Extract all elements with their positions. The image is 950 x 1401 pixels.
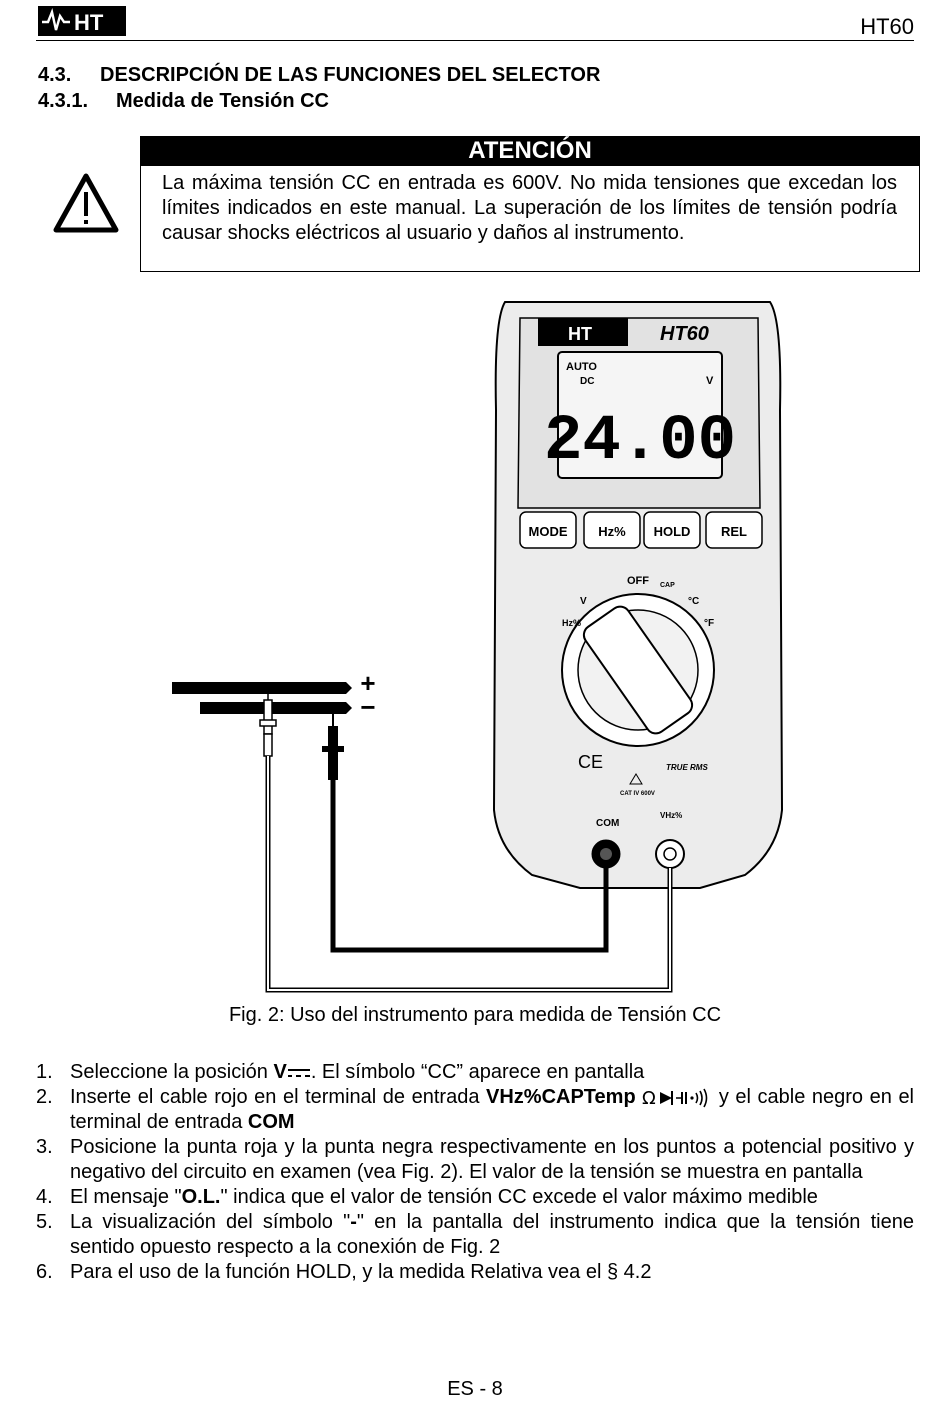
vhz-label: VHz%: [660, 811, 683, 820]
com-label: COM: [596, 818, 620, 829]
button-hz: Hz%: [598, 524, 626, 539]
list-item: 1. Seleccione la posición V . El símbolo “CC” aparece en pantalla: [36, 1061, 645, 1083]
negative-bus: [200, 702, 352, 714]
meter-model: HT60: [660, 323, 709, 345]
section-number: 4.3.: [38, 64, 72, 86]
ohm-diode-continuity-icon: [642, 1087, 712, 1109]
procedure-list: [36, 1060, 914, 1285]
warning-triangle-icon: [52, 172, 120, 234]
positive-bus: [172, 682, 352, 694]
figure-caption: Fig. 2: Uso del instrumento para medida de Tensión CC: [228, 1004, 722, 1026]
list-item: 4. El mensaje "O.L." indica que el valor de tensión CC excede el valor máximo medible: [36, 1186, 818, 1208]
dial-c: °C: [688, 596, 700, 607]
section-heading: [38, 64, 600, 87]
warning-text: La máxima tensión CC en entrada es 600V. No mida tensiones que excedan los límites indicados en este manual. La superación de los límites de tensión podría causar shocks eléctricos al usuario y daños al instrumento.: [162, 172, 897, 244]
dial-off: OFF: [627, 575, 649, 587]
plus-sign: +: [360, 668, 376, 698]
minus-sign: −: [360, 692, 376, 722]
svg-text:Ω: Ω: [642, 1087, 657, 1109]
dial-cap: CAP: [660, 582, 675, 589]
list-item: 3. Posicione la punta roja y la punta negra respectivamente en los puntos a potencial positivo y negativo del circuito en examen (vea Fig. 2). El valor de la tensión se muestra en pantalla: [36, 1136, 914, 1183]
page-number: ES - 8: [447, 1378, 503, 1400]
svg-text:HT: HT: [74, 10, 104, 35]
cat-rating: CAT IV 600V: [620, 791, 655, 797]
ht-logo: [38, 6, 126, 36]
dial-f: °F: [704, 618, 715, 629]
button-hold: HOLD: [653, 524, 691, 539]
lcd-dc: DC: [580, 376, 595, 387]
lcd-auto: AUTO: [566, 361, 597, 373]
dial-hz: Hz%: [562, 618, 582, 628]
black-probe: [322, 714, 344, 780]
list-item: 2. Inserte el cable rojo en el terminal de entrada VHz%CAPTemp Ω y el cable negro en el terminal de entrada COM: [36, 1086, 915, 1133]
dial-v: V: [580, 596, 587, 607]
warning-title: ATENCIÓN: [140, 136, 920, 166]
meter-brand: HT: [568, 324, 592, 344]
multimeter-figure: [160, 290, 810, 1000]
ce-mark: CE: [578, 752, 604, 772]
dc-symbol-icon: [287, 1067, 311, 1079]
lcd-unit: V: [706, 375, 714, 387]
subsection-heading: [38, 90, 329, 113]
subsection-title: Medida de Tensión CC: [116, 90, 329, 112]
true-rms: TRUE RMS: [666, 763, 708, 772]
button-rel: REL: [721, 524, 747, 539]
subsection-number: 4.3.1.: [38, 90, 89, 112]
header-rule: [36, 40, 914, 41]
lcd-value: 24.00: [543, 406, 737, 478]
list-item: 5. La visualización del símbolo "-" en la pantalla del instrumento indica que la tensión tiene sentido opuesto respecto a la conexión de Fig. 2: [36, 1211, 914, 1258]
button-mode: MODE: [528, 524, 568, 539]
list-item: 6. Para el uso de la función HOLD, y la medida Relativa vea el § 4.2: [36, 1261, 652, 1283]
model-label: HT60: [860, 14, 914, 39]
section-title: DESCRIPCIÓN DE LAS FUNCIONES DEL SELECTOR: [100, 64, 601, 86]
